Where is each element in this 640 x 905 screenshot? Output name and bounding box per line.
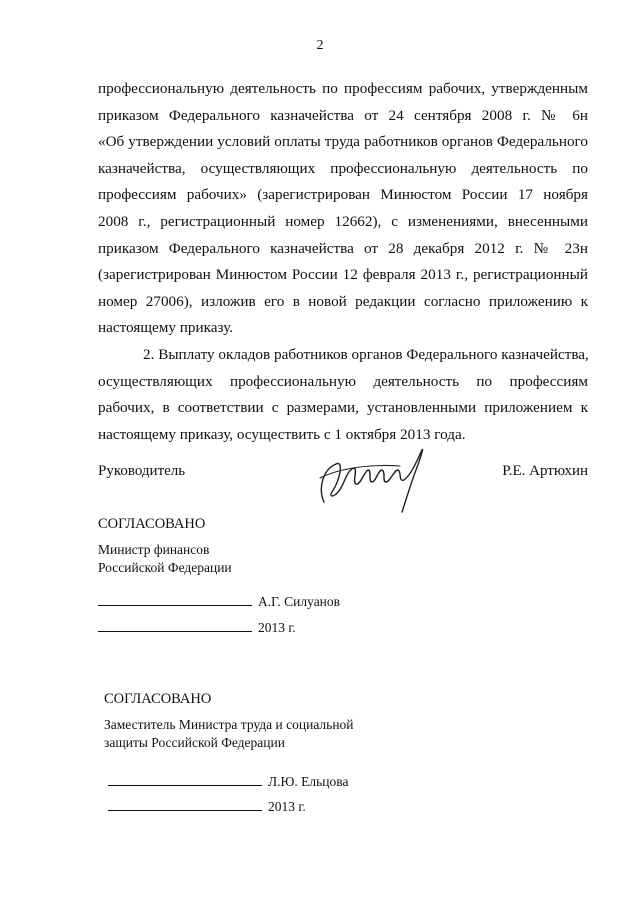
approval-block-labor xyxy=(104,690,354,752)
body-line: настоящему приказу. xyxy=(98,319,234,337)
body-line: приказом Федерального казначейства от 24 сентября 2008 г. № 6н xyxy=(98,106,588,124)
approver-title-line: защиты Российской Федерации xyxy=(104,735,285,750)
date-blank xyxy=(108,809,262,811)
approval-name-row xyxy=(98,594,340,610)
approver-name: А.Г. Силуанов xyxy=(258,594,341,609)
approval-year: 2013 г. xyxy=(258,620,296,635)
date-blank xyxy=(98,630,252,632)
approval-date-row xyxy=(108,799,306,815)
body-line: рабочих, в соответствии с размерами, установленными приложением к xyxy=(98,399,588,417)
body-line: приказом Федерального казначейства от 28 декабря 2012 г. № 23н xyxy=(98,239,588,257)
document-body xyxy=(98,76,588,448)
body-line: профессиональную деятельность по профессиям рабочих, утвержденным xyxy=(98,80,588,97)
approver-title-line: Заместитель Министра труда и социальной xyxy=(104,717,354,732)
approver-title-line: Российской Федерации xyxy=(98,560,232,575)
body-line: номер 27006), изложив его в новой редакции согласно приложению к xyxy=(98,292,588,310)
body-line: осуществляющих профессиональную деятельность по профессиям xyxy=(98,372,588,390)
body-line: казначейства, осуществляющих профессиональную деятельность по xyxy=(98,159,588,177)
body-line: 2008 г., регистрационный номер 12662), с изменениями, внесенными xyxy=(98,212,588,230)
approval-header: СОГЛАСОВАНО xyxy=(104,691,212,707)
body-line: «Об утверждении условий оплаты труда работников органов Федерального xyxy=(98,133,588,151)
signature-blank xyxy=(98,604,252,606)
approval-name-row xyxy=(108,774,348,790)
approval-block-finance xyxy=(98,515,232,577)
approver-title-line: Министр финансов xyxy=(98,542,210,557)
body-line: настоящему приказу, осуществить с 1 октября 2013 года. xyxy=(98,425,466,443)
approval-date-row xyxy=(98,620,296,636)
signature-blank xyxy=(108,784,262,786)
body-line: (зарегистрирован Минюстом России 12 февраля 2013 г., регистрационный xyxy=(98,266,588,284)
page-number: 2 xyxy=(316,38,324,53)
signatory-name: Р.Е. Артюхин xyxy=(502,463,588,479)
handwritten-signature xyxy=(310,440,440,520)
body-line: профессиям рабочих» (зарегистрирован Минюстом России 17 ноября xyxy=(98,186,588,204)
body-line: 2. Выплату окладов работников органов Федерального казначейства, xyxy=(143,345,589,363)
signatory-position: Руководитель xyxy=(98,463,186,479)
approval-header: СОГЛАСОВАНО xyxy=(98,516,206,532)
approval-year: 2013 г. xyxy=(268,799,306,814)
approver-name: Л.Ю. Ельцова xyxy=(268,774,349,789)
